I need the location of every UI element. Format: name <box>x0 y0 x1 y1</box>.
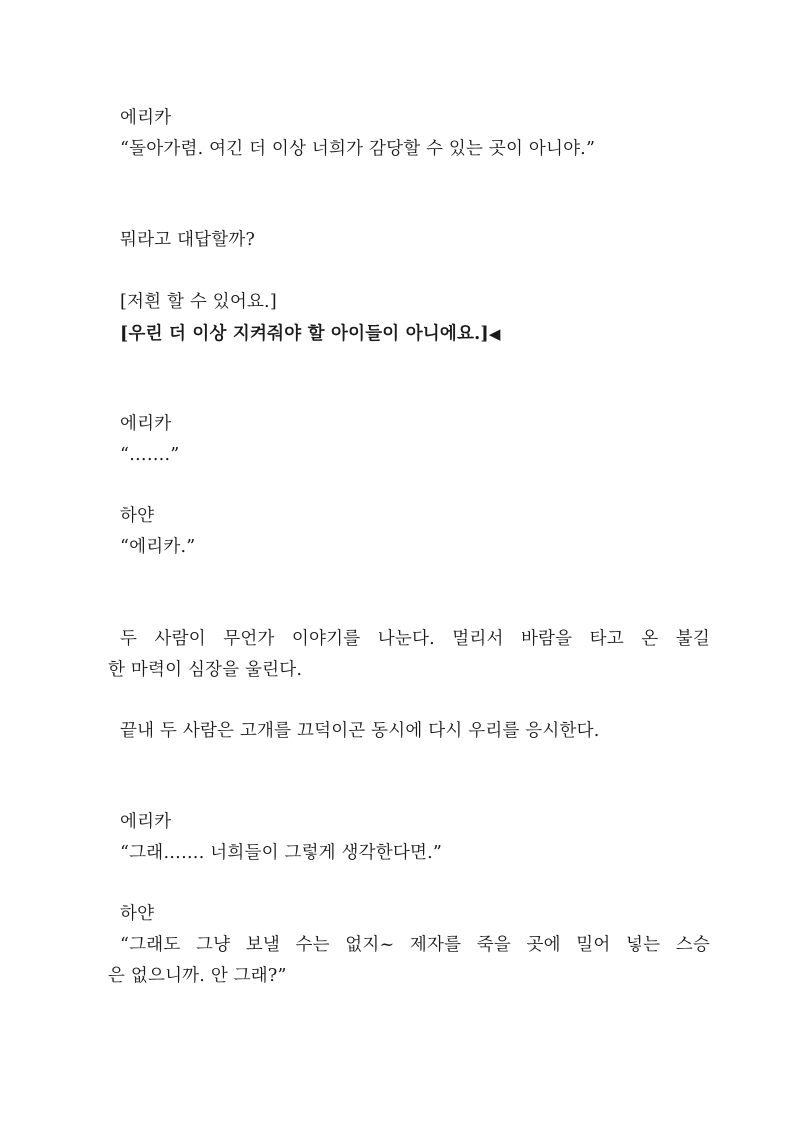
dialogue-line: “에리카.” <box>120 537 196 557</box>
choice-option-2-text: [우린 더 이상 지켜줘야 할 아이들이 아니에요.] <box>120 324 489 344</box>
choice-option-2[interactable] <box>108 322 710 346</box>
choice-option-1[interactable]: [저흰 할 수 있어요.] <box>120 292 277 312</box>
dialogue-line: 은 없으니까. 안 그래?” <box>108 966 287 986</box>
speaker-name: 에리카 <box>120 812 172 832</box>
dialogue-line: “그래……. 너희들이 그렇게 생각한다면.” <box>120 843 442 863</box>
speaker-name: 에리카 <box>120 414 172 434</box>
dialogue-line: “그래도 그냥 보낼 수는 없지~ 제자를 죽을 곳에 밀어 넣는 스승 <box>120 935 710 955</box>
narration-line: 끝내 두 사람은 고개를 끄덕이곤 동시에 다시 우리를 응시한다. <box>120 721 600 741</box>
dialogue-line: “돌아가렴. 여긴 더 이상 너희가 감당할 수 있는 곳이 아니야.” <box>120 139 596 159</box>
speaker-name: 하얀 <box>120 506 155 526</box>
speaker-name: 하얀 <box>120 904 155 924</box>
dialogue-line: “…….” <box>120 445 180 465</box>
selection-marker-icon: ◀ <box>488 325 501 343</box>
choice-prompt: 뭐라고 대답할까? <box>120 230 256 250</box>
speaker-name: 에리카 <box>120 108 172 128</box>
narration-line: 두 사람이 무언가 이야기를 나눈다. 멀리서 바람을 타고 온 불길 <box>120 629 710 649</box>
narration-line: 한 마력이 심장을 울린다. <box>108 660 303 680</box>
